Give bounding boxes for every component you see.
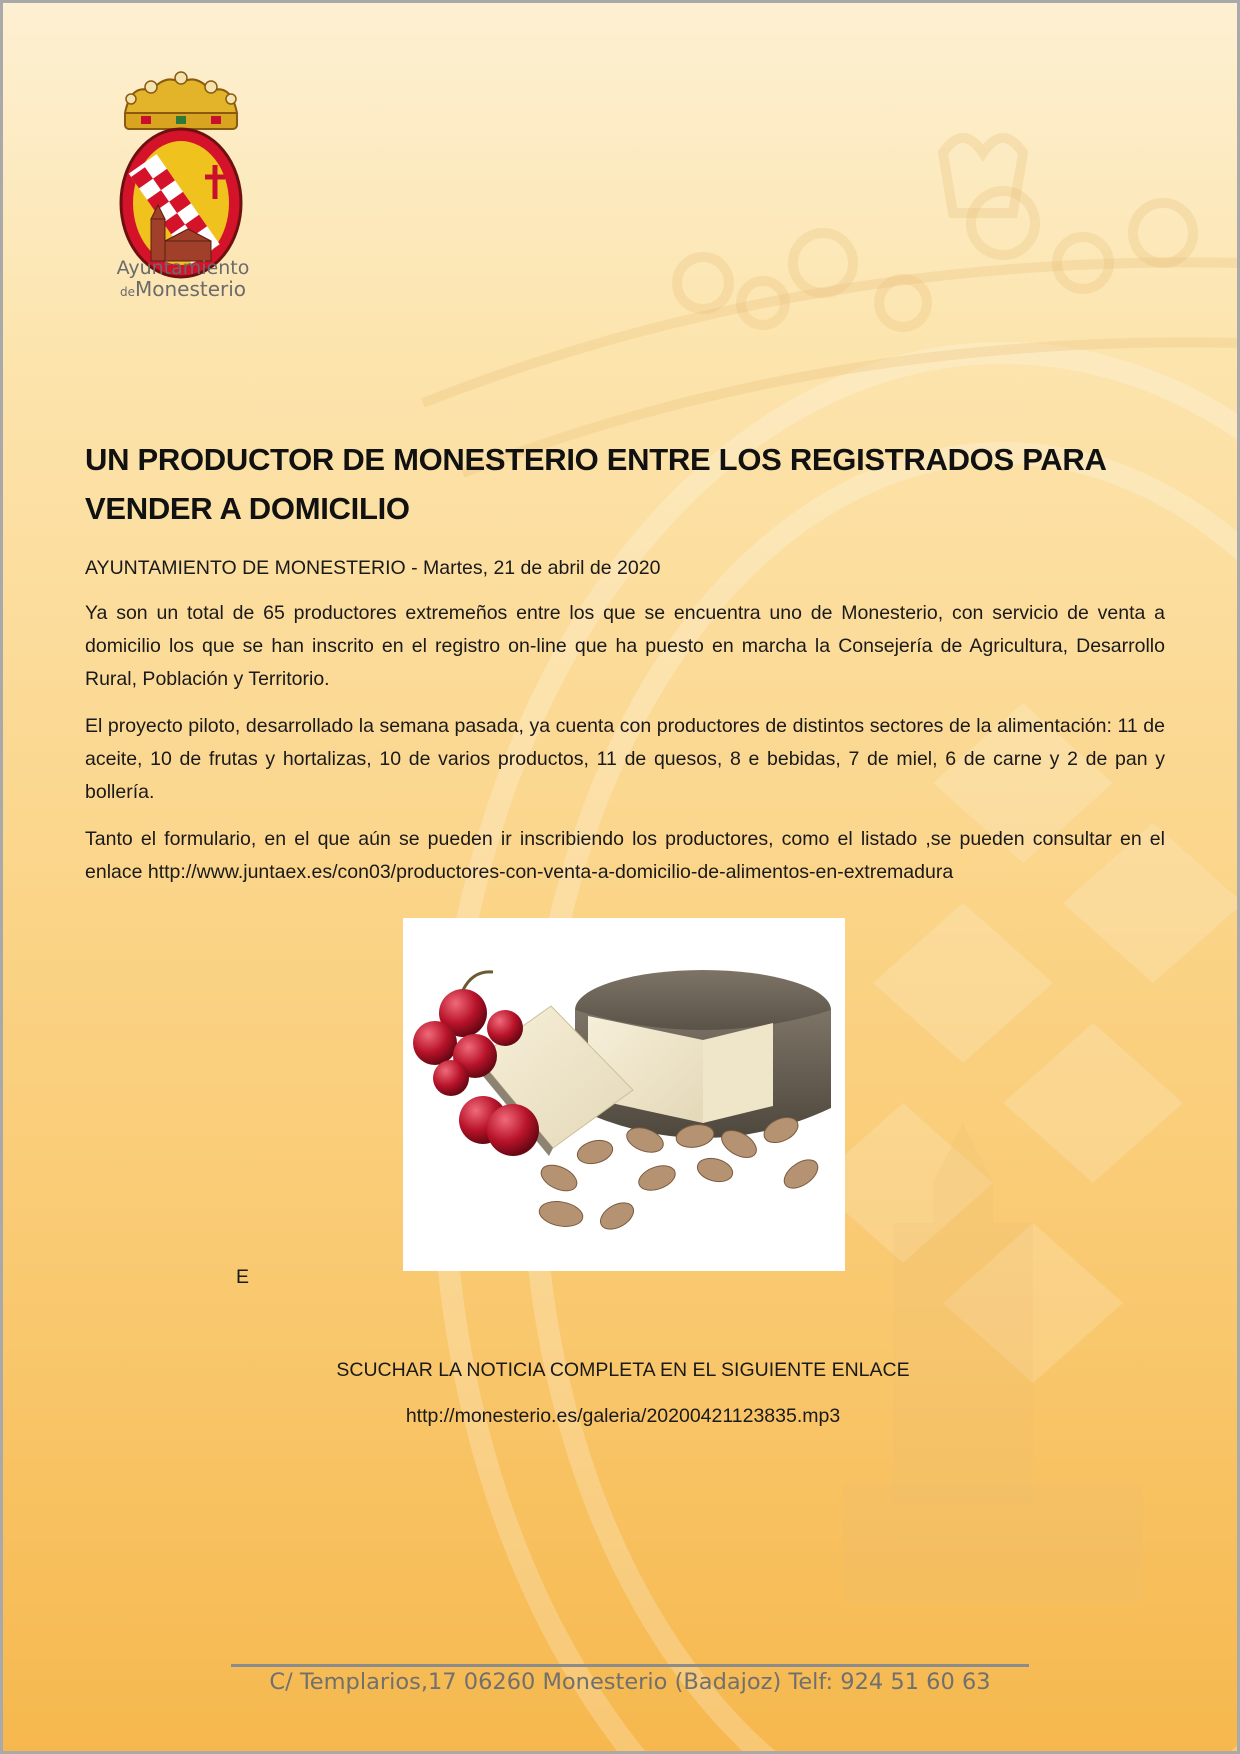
- logo-line-ayuntamiento: Ayuntamiento: [116, 257, 250, 279]
- article-paragraph-1: Ya son un total de 65 productores extremeños entre los que se encuentra uno de Monesterio, con servicio de venta a domicilio los que se han inscrito en el registro on-line que ha puesto en marcha la Consejería de Agricultura, Desarrollo Rural, Población y Territorio.: [85, 602, 1165, 690]
- listen-label: SCUCHAR LA NOTICIA COMPLETA EN EL SIGUIENTE ENLACE: [336, 1359, 910, 1381]
- logo-wordmark: [103, 259, 263, 300]
- article-paragraph-3: Tanto el formulario, en el que aún se pueden ir inscribiendo los productores, como el listado ,se pueden consultar en el enlace http://www.juntaex.es/con03/productores-con-venta-a-domicilio-de-alimentos-en-extremadura: [85, 828, 1165, 883]
- article-paragraph-2: El proyecto piloto, desarrollado la semana pasada, ya cuenta con productores de distintos sectores de la alimentación: 11 de aceite, 10 de frutas y hortalizas, 10 de varios productos, 11 de quesos, 8 e bebidas, 7 de miel, 6 de carne y 2 de pan y bollería.: [85, 715, 1165, 803]
- cheese-photo: [403, 918, 845, 1271]
- logo-line-main: Monesterio: [134, 276, 247, 301]
- cheese-photo-illustration: [403, 918, 845, 1271]
- logo-line-monesterio: [103, 276, 263, 301]
- article-title: UN PRODUCTOR DE MONESTERIO ENTRE LOS REGISTRADOS PARA VENDER A DOMICILIO: [85, 442, 1106, 526]
- logo-line-prefix: de: [119, 284, 135, 299]
- footer-address: C/ Templarios,17 06260 Monesterio (Badajoz) Telf: 924 51 60 63: [269, 1669, 991, 1695]
- audio-link[interactable]: http://monesterio.es/galeria/20200421123835.mp3: [405, 1405, 841, 1427]
- article-dateline: AYUNTAMIENTO DE MONESTERIO - Martes, 21 de abril de 2020: [85, 557, 661, 579]
- footer-divider: [231, 1664, 1029, 1667]
- article-body: [85, 435, 1165, 889]
- stray-letter: E: [236, 1266, 250, 1288]
